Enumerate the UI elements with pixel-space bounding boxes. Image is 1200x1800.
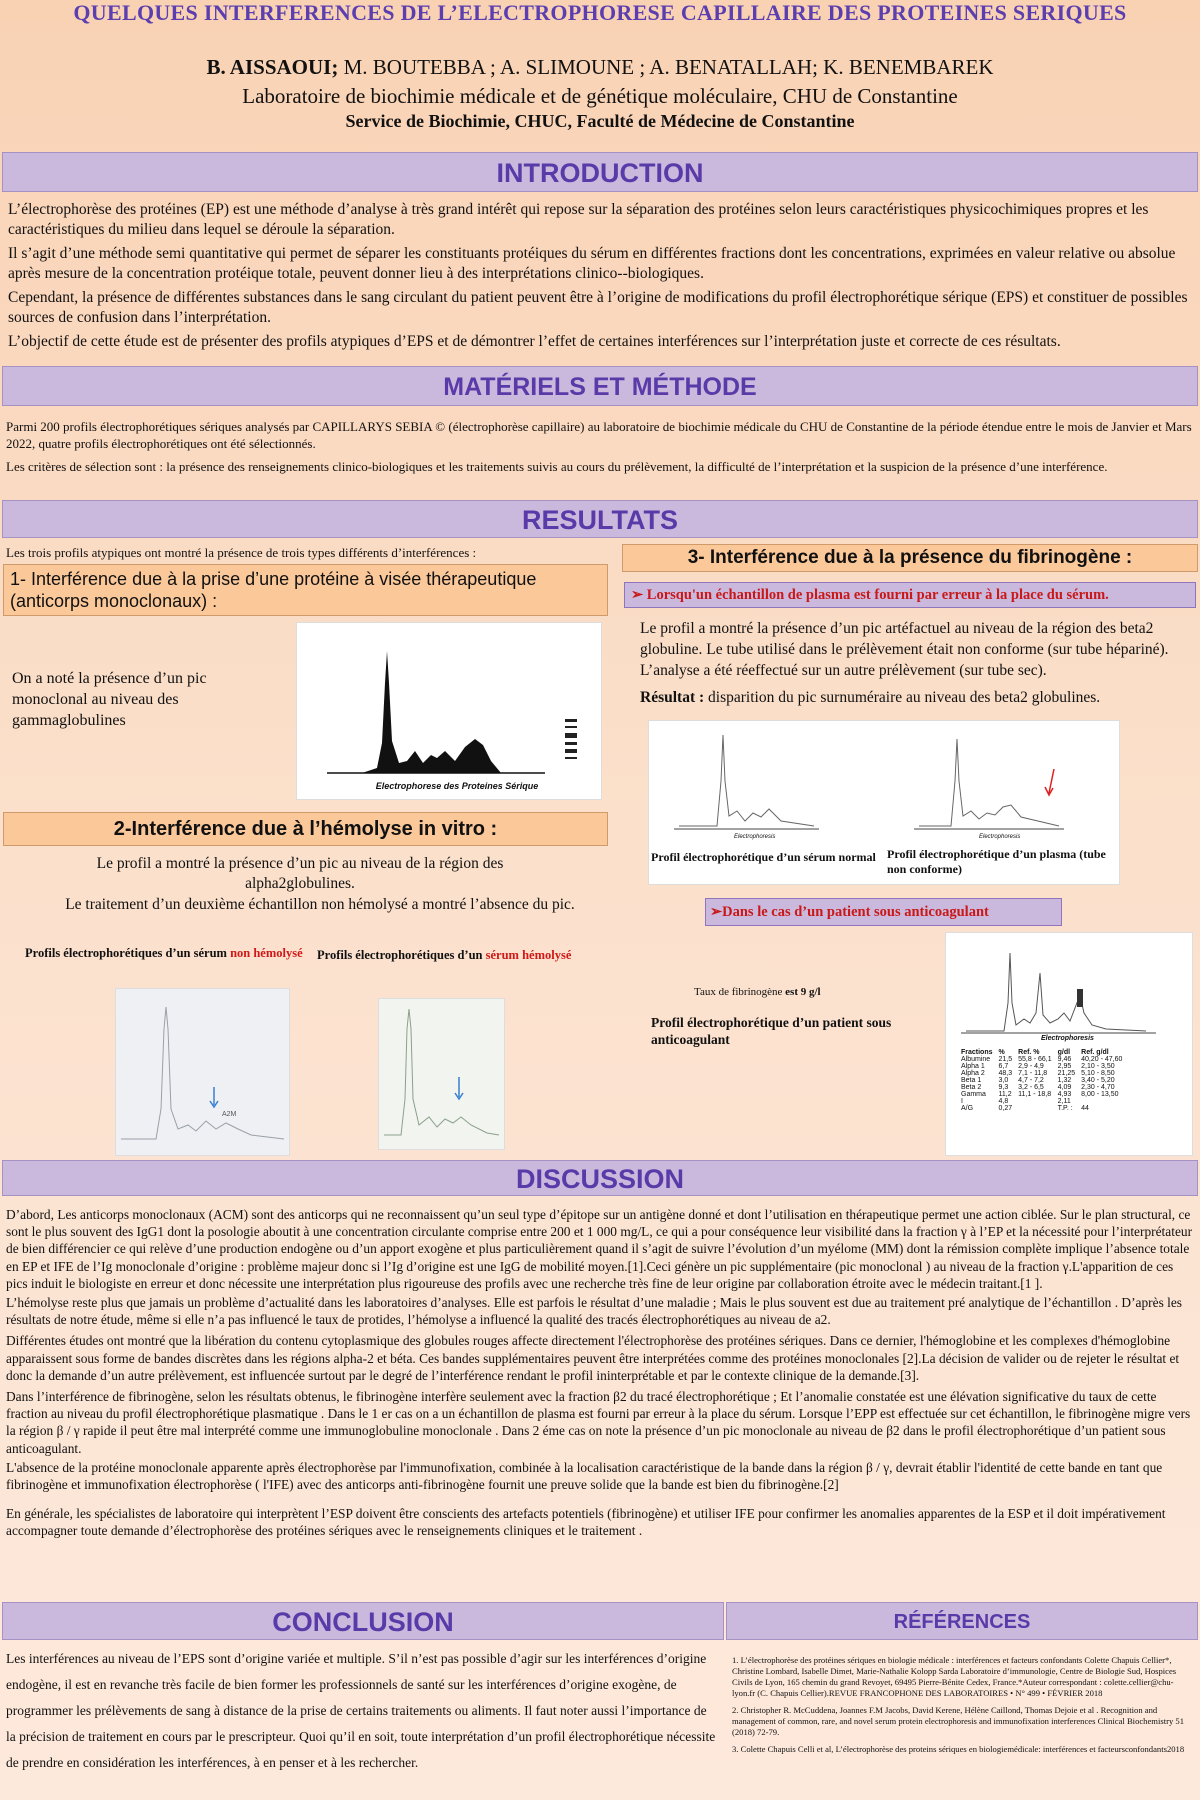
- table-cell: 2,30 - 4,70: [1081, 1084, 1115, 1091]
- references-heading: RÉFÉRENCES: [726, 1602, 1198, 1640]
- table-cell: 4,8: [998, 1098, 1009, 1105]
- table-header-row: [958, 1049, 1125, 1056]
- table-cell: 44: [1081, 1105, 1089, 1112]
- table-cell: 11,2: [998, 1091, 1012, 1098]
- discussion-heading: DISCUSSION: [2, 1160, 1198, 1196]
- table-cell: 5,10 - 8,50: [1081, 1070, 1115, 1077]
- conclusion-heading: CONCLUSION: [2, 1602, 724, 1640]
- table-cell: 3,40 - 5,20: [1081, 1077, 1115, 1084]
- table-cell: 4,7 - 7,2: [1018, 1077, 1044, 1084]
- table-cell: [1015, 1098, 1054, 1105]
- non-hemolyzed-figure: [115, 988, 290, 1156]
- section1-title: 1- Interférence due à la prise d’une protéine à visée thérapeutique (anticorps monoclonaux) :: [3, 564, 608, 616]
- table-cell: 4,09: [1057, 1084, 1072, 1091]
- other-authors: M. BOUTEBBA ; A. SLIMOUNE ; A. BENATALLAH; K. BENEMBAREK: [338, 55, 994, 79]
- table-cell: 55,8 - 66,1: [1018, 1056, 1052, 1063]
- caption-plasma: Profil électrophorétique d’un plasma (tube non conforme): [887, 847, 1106, 876]
- highlighted-peak: [1077, 989, 1083, 1007]
- table-cell: 21,5: [998, 1056, 1013, 1063]
- first-author: B. AISSAOUI;: [206, 55, 339, 79]
- table-row: [958, 1077, 1125, 1084]
- table-cell: 0,27: [998, 1105, 1013, 1112]
- table-header: Fractions: [961, 1049, 993, 1056]
- caption-non-hemolyzed: Profils électrophorétiques d’un sérum non hémolysé: [25, 946, 303, 960]
- section2-text-2: Le traitement d’un deuxième échantillon non hémolysé a montré l’absence du pic.: [65, 896, 575, 913]
- methods-heading: MATÉRIELS ET MÉTHODE: [2, 366, 1198, 406]
- table-row: [958, 1084, 1125, 1091]
- reference-item: 3. Colette Chapuis Celli et al, L’électrophorèse des proteins sériques en biologiemédicale: interférences et facteursconfondants2018: [732, 1744, 1185, 1754]
- discussion-paragraph: Différentes études ont montré que la libération du contenu cytoplasmique des globules rouges affecte directement l'électrophorèse des protéines sériques. Dans ce dernier, l'hémoglobine et les complexes d'hémoglobine apparaissent sous forme de bandes discrètes dans les régions alpha-2 et béta. Ces bandes supplémentaires peuvent être interprétées comme des protéines monoclonales [2].La décision de valider ou de rejeter le résultat et donc la demande d’un autre prélèvement, est influencée surtout par le degré de l’interférence rendant le profil ininterprétable et par le contexte clinique de la demande.[3].: [6, 1333, 1180, 1383]
- table-header: Ref. g/dl: [1081, 1049, 1109, 1056]
- table-row: [958, 1091, 1125, 1098]
- table-row: [958, 1063, 1125, 1070]
- table-cell: 7,1 - 11,8: [1018, 1070, 1048, 1077]
- methods-paragraph: Les critères de sélection sont : la présence des renseignements clinico-biologiques et les traitements suivis au cours du prélèvement, la difficulté de l’interprétation et la suspicion de la présence d’une interférence.: [6, 459, 1108, 474]
- table-cell: 4,93: [1057, 1091, 1072, 1098]
- introduction-body: [8, 200, 1193, 352]
- results-heading: RESULTATS: [2, 500, 1198, 538]
- table-cell: 6,7: [998, 1063, 1009, 1070]
- fractions-table-body: [958, 1056, 1125, 1112]
- intro-paragraph: L’électrophorèse des protéines (EP) est une méthode d’analyse à très grand intérêt qui repose sur la séparation des protéines selon leurs caractéristiques physicochimiques propres et les caractéristiques du milieu dans lequel se déroule la séparation.: [8, 201, 1149, 238]
- table-cell: [1015, 1105, 1054, 1112]
- figure-label: Electrophoresis: [734, 834, 776, 840]
- methods-paragraph: Parmi 200 profils électrophorétiques sériques analysés par CAPILLARYS SEBIA © (électrophorèse capillaire) au laboratoire de biochimie médicale du CHU de Constantine de la période étendue entre le mois de Janvier et Mars 2022, quatre profils électrophorétiques ont été sélectionnés.: [6, 419, 1192, 451]
- table-cell: 11,1 - 18,8: [1018, 1091, 1052, 1098]
- table-cell: T.P. :: [1057, 1105, 1073, 1112]
- table-cell: 3,0: [998, 1077, 1009, 1084]
- discussion-paragraph: D’abord, Les anticorps monoclonaux (ACM) sont des anticorps qui ne reconnaissent qu’un seul type d’épitope sur un antigène donné et dont l’utilisation en thérapeutique permet une action ciblée. Sur le plan structural, ce sont le plus souvent des IgG1 dont la posologie aboutit à une concentration circulante comprise entre 200 et 1 000 mg/L, ce qui a pour conséquence leur visibilité dans la fraction γ à l’EP et la nécessité pour l’interprétateur de bien différencier ce qui relève d’une production endogène ou d’un apport exogène et plus particulièrement quand il s’agit de suivre l’évolution d’un myélome (MM) dont la rémission complète implique l’absence totale en EP et IFE de l’Ig monoclonale d’origine : problème majeur donc si l’Ig d’origine est une IgG de mobilité moyen.[1].Ceci génère un pic supplémentaire (pic monoclonal ) au niveau de la fraction γ.L'apparition de ces pics induit le biologiste en erreur et donc nécessite une interprétation plus rigoureuse des profils avec une recherche très fine de leur origine par collaboration étroite avec le médecin traitant.[1 ].: [6, 1207, 1193, 1291]
- table-cell: 9,3: [998, 1084, 1009, 1091]
- service: Service de Biochimie, CHUC, Faculté de Médecine de Constantine: [345, 111, 855, 131]
- table-cell: Alpha 2: [961, 1070, 985, 1077]
- table-cell: 2,95: [1057, 1063, 1072, 1070]
- caption-hemolyzed: Profils électrophorétiques d’un sérum hémolysé: [317, 948, 572, 962]
- section2-text-1: Le profil a montré la présence d’un pic au niveau de la région des alpha2globulines.: [96, 855, 504, 892]
- intro-paragraph: L’objectif de cette étude est de présenter des profils atypiques d’EPS et de démontrer l’effet de certaines interférences sur l’interprétation juste et correcte de ces résultats.: [8, 333, 1061, 350]
- hemolyzed-figure: [378, 998, 505, 1150]
- table-cell: I: [961, 1098, 963, 1105]
- table-cell: 9,46: [1057, 1056, 1072, 1063]
- table-cell: 21,25: [1057, 1070, 1076, 1077]
- a2m-label: A2M: [222, 1111, 237, 1118]
- results-intro: Les trois profils atypiques ont montré la présence de trois types différents d’interférences :: [6, 545, 477, 560]
- table-cell: 48,3: [998, 1070, 1013, 1077]
- table-row: [958, 1070, 1125, 1077]
- figure-label: Electrophoresis: [1041, 1035, 1094, 1042]
- intro-paragraph: Cependant, la présence de différentes substances dans le sang circulant du patient peuvent être à l’origine de modifications du profil électrophorétique sérique (EPS) et constituer de possibles sources de confusion dans l’interprétation.: [8, 289, 1188, 326]
- reference-item: 1. L’électrophorèse des protéines sériques en biologie médicale : interférences et facteurs confondants Colette Chapuis Cellier*, Christine Lombard, Isabelle Dimet, Marie-Nathalie Kolopp Sarda Laboratoire d’immunologie, Centre de Biologie Sud, Hospices Civils de Lyon, 165 chemin du grand Revoyet, 69495 Pierre-Bénite Cedex, France.*Auteur correspondant : colette.cellier@chu-lyon.fr (C. Chapuis Cellier).REVUE FRANCOPHONE DES LABORATOIRES • N° 499 • FÉVRIER 2018: [732, 1655, 1177, 1698]
- table-row: [958, 1105, 1125, 1112]
- table-cell: Gamma: [961, 1091, 986, 1098]
- table-header: Ref. %: [1018, 1049, 1040, 1056]
- fractions-table: [958, 1049, 1125, 1112]
- discussion-paragraph: En générale, les spécialistes de laboratoire qui interprètent l’ESP doivent être conscients des artefacts potentiels (fibrinogène) et utiliser IFE pour confirmer les anomalies apparentes de la ESP et il doit impérativement accompagner toute demande d’électrophorèse des protéines sériques avec le renseignements cliniques et le traitement .: [6, 1506, 1166, 1539]
- table-cell: 2,10 - 3,50: [1081, 1063, 1115, 1070]
- reference-item: 2. Christopher R. McCuddena, Joannes F.M Jacobs, David Kerene, Hélène Caillond, Thomas Dejoie et al . Recognition and management of common, rare, and novel serum protein electrophoresis and immunofixation interferences Clinical Biochemistry 51 (2018) 72-79.: [732, 1705, 1184, 1737]
- introduction-heading: INTRODUCTION: [2, 152, 1198, 192]
- serum-vs-plasma-figure: [648, 720, 1120, 885]
- fibrinogen-level: Taux de fibrinogène est 9 g/l: [694, 986, 821, 998]
- table-row: [958, 1098, 1125, 1105]
- table-cell: 2,11: [1057, 1098, 1071, 1105]
- laboratory: Laboratoire de biochimie médicale et de génétique moléculaire, CHU de Constantine: [242, 84, 958, 108]
- references-list: [732, 1655, 1192, 1755]
- conclusion-text: Les interférences au niveau de l’EPS sont d’origine variée et multiple. S’il n’est pas possible d’agir sur les interférences d’origine endogène, il est en revanche très facile de bien former les professionnels de santé sur les interférences d’origine exogène, de programmer les prélèvements de sang à distance de la prise de certains traitements ou aliments. Il faut noter aussi l’importance de la précision de traitement en cours par le prescripteur. Quoi qu’il en soit, toute interprétation d’un profil électrophorétique nécessite de prendre en considération les interférences, à en penser et à les rechercher.: [6, 1651, 716, 1770]
- table-cell: 3,2 - 6,5: [1018, 1084, 1044, 1091]
- monoclonal-trace-chart: [297, 623, 601, 799]
- discussion-body: [6, 1206, 1194, 1540]
- table-cell: 2,9 - 4,9: [1018, 1063, 1044, 1070]
- table-cell: [1078, 1098, 1125, 1105]
- figure-label: Electrophoresis: [979, 834, 1021, 840]
- caption-anticoagulant: Profil électrophorétique d’un patient sous anticoagulant: [651, 1015, 892, 1047]
- section1-text: On a noté la présence d’un pic monoclonal au niveau des gammaglobulines: [12, 670, 207, 729]
- anticoagulant-figure: [945, 932, 1193, 1156]
- table-cell: 40,20 - 47,60: [1081, 1056, 1123, 1063]
- table-cell: Albumine: [961, 1056, 991, 1063]
- table-cell: Alpha 1: [961, 1063, 985, 1070]
- poster-title: QUELQUES INTERFERENCES DE L’ELECTROPHORESE CAPILLAIRE DES PROTEINES SERIQUES: [73, 0, 1127, 25]
- table-cell: A/G: [961, 1105, 974, 1112]
- section3-bullet-anticoagulant: ➢Dans le cas d’un patient sous anticoagulant: [705, 898, 1062, 926]
- table-header: %: [998, 1049, 1005, 1056]
- table-cell: Beta 2: [961, 1084, 982, 1091]
- discussion-paragraph: L'absence de la protéine monoclonale apparente après électrophorèse par l'immunofixation, combinée à la localisation caractéristique de la bande dans la région β / γ, devrait établir l'identité de cette bande en tant que fibrinogène et immunofixation électrophorèse ( l'IFE) avec des anticorps anti-fibrinogène fournit une preuve solide que la bande est bien du fibrinogène.[2]: [6, 1459, 1163, 1493]
- section2-title: 2-Interférence due à l’hémolyse in vitro :: [3, 812, 608, 846]
- discussion-paragraph: Dans l’interférence de fibrinogène, selon les résultats obtenus, le fibrinogène interfère seulement avec la fraction β2 du tracé électrophorétique ; Et l’anomalie constatée est une élévation significative du taux de cette fraction au niveau du profil électrophorétique plasmatique . Dans le 1 er cas on a un échantillon de plasma est fourni par erreur à la place du sérum. Lorsque l’EPP est effectuée sur cet échantillon, le fibrinogène migre vers la région β / γ rapide il peut être mal interprété comme une immunoglobuline monoclonale . Dans 2 éme cas on note la présence d’un pic monoclonale au niveau de β2 dans le profil électrophorétique d’un patient sous anticoagulant.: [6, 1389, 1191, 1456]
- table-header: g/dl: [1057, 1049, 1071, 1056]
- caption-normal-serum: Profil électrophorétique d’un sérum normal: [651, 850, 876, 864]
- authors: [0, 55, 1200, 80]
- table-row: [958, 1056, 1125, 1063]
- monoclonal-electrophoresis-figure: [296, 622, 602, 800]
- section3-bullet-plasma: ➢ Lorsqu'un échantillon de plasma est fourni par erreur à la place du sérum.: [624, 582, 1196, 608]
- intro-paragraph: Il s’agit d’une méthode semi quantitative qui permet de séparer les constituants protéiques du sérum en différentes fractions dont les concentrations, exprimées en valeur relative ou absolue après mesure de la concentration protéique totale, peuvent donner lieu à des interprétations clinico--biologiques.: [8, 245, 1176, 282]
- section3-text: Le profil a montré la présence d’un pic artéfactuel au niveau de la région des beta2 globuline. Le tube utilisé dans le prélèvement était non conforme (sur tube hépariné). L’analyse a été réeffectué sur un autre prélèvement (sur tube sec).: [640, 620, 1169, 679]
- section3-result: Résultat : disparition du pic surnuméraire au niveau des beta2 globulines.: [640, 689, 1101, 706]
- methods-body: [6, 418, 1192, 475]
- table-cell: 8,00 - 13,50: [1081, 1091, 1119, 1098]
- table-cell: Beta 1: [961, 1077, 982, 1084]
- figure-caption: Electrophorese des Proteines Sérique: [375, 781, 539, 791]
- discussion-paragraph: L’hémolyse reste plus que jamais un problème d’actualité dans les laboratoires d’analyses. Elle est parfois le résultat d’une maladie ; Mais le plus souvent est due au traitement pré analytique de l’échantillon . D’après les résultats de notre étude, même si elle n’a pas influencé le taux de protides, l’hémolyse a influencé la qualité des tracés électrophorétiques au niveau de a2.: [6, 1295, 1183, 1328]
- section3-title: 3- Interférence due à la présence du fibrinogène :: [622, 544, 1198, 572]
- table-cell: 1,32: [1057, 1077, 1072, 1084]
